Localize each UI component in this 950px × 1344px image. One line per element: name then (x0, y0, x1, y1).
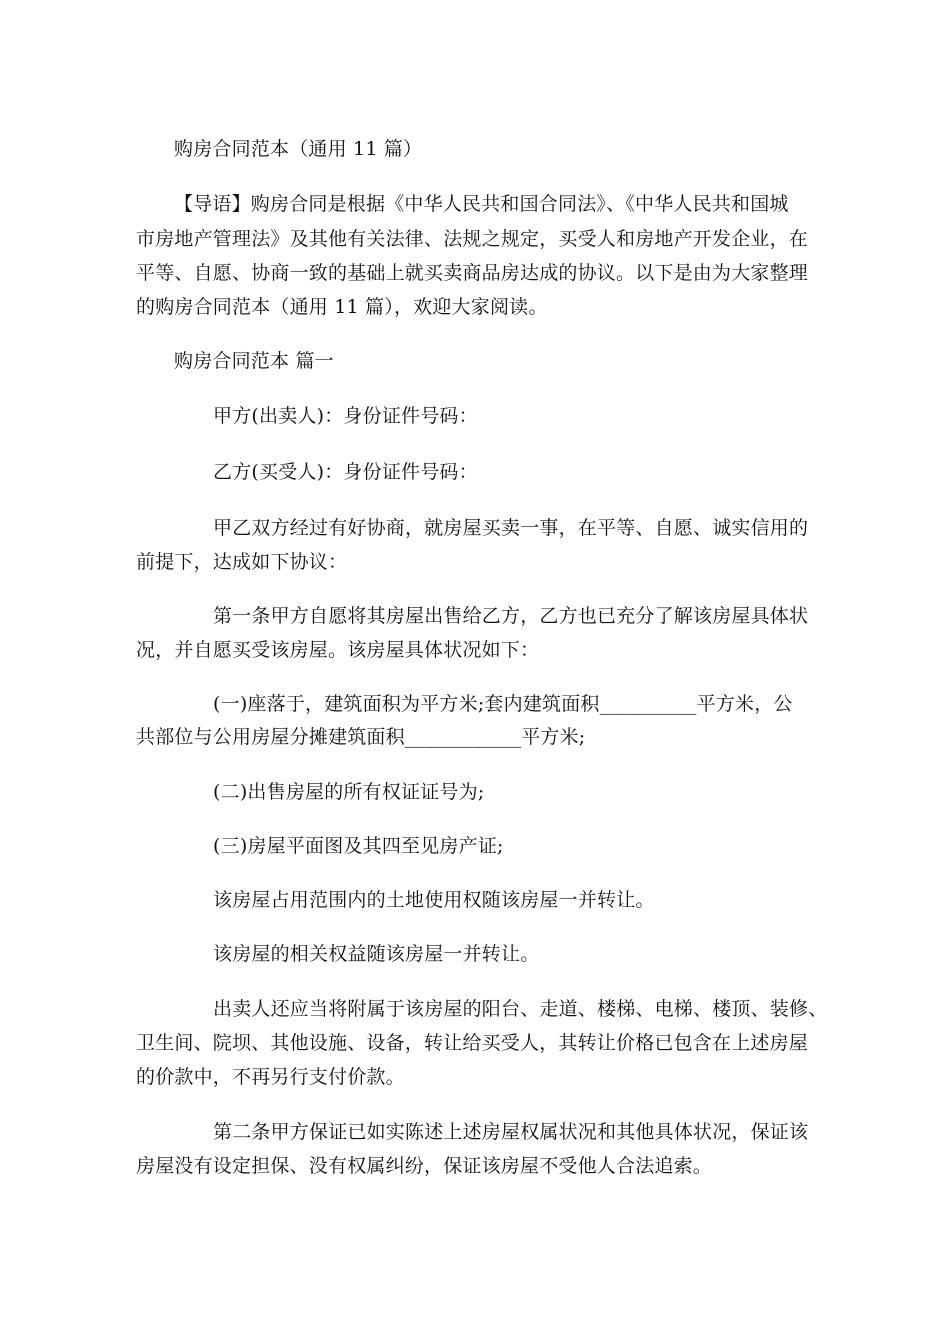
document-title: 购房合同范本（通用 11 篇） (174, 138, 423, 160)
agreement-line: 前提下，达成如下协议： (136, 551, 348, 573)
attached-facilities-line: 出卖人还应当将附属于该房屋的阳台、走道、楼梯、电梯、楼顶、装修、 (213, 998, 828, 1020)
item-two-line: (二)出售房屋的所有权证证号为; (213, 781, 485, 803)
attached-facilities-line: 的价款中，不再另行支付价款。 (136, 1066, 405, 1088)
item-one-line: 共部位与公用房屋分摊建筑面积____________平方米; (136, 726, 586, 748)
land-use-line: 该房屋占用范围内的土地使用权随该房屋一并转让。 (213, 889, 655, 911)
article-one-line: 第一条甲方自愿将其房屋出售给乙方，乙方也已充分了解该房屋具体状 (213, 605, 809, 627)
rights-line: 该房屋的相关权益随该房屋一并转让。 (213, 943, 540, 965)
item-one-line: (一)座落于，建筑面积为平方米;套内建筑面积__________平方米，公 (213, 693, 793, 715)
intro-line: 平等、自愿、协商一致的基础上就买卖商品房达成的协议。以下是由为大家整理 (136, 262, 809, 284)
attached-facilities-line: 卫生间、院坝、其他设施、设备，转让给买受人，其转让价格已包含在上述房屋 (136, 1032, 809, 1054)
article-two-line: 第二条甲方保证已如实陈述上述房屋权属状况和其他具体状况，保证该 (213, 1121, 809, 1143)
article-two-line: 房屋没有设定担保、没有权属纠纷，保证该房屋不受他人合法追索。 (136, 1155, 713, 1177)
intro-line: 的购房合同范本（通用 11 篇），欢迎大家阅读。 (136, 296, 548, 318)
party-b-line: 乙方(买受人)：身份证件号码： (213, 461, 478, 483)
agreement-line: 甲乙双方经过有好协商，就房屋买卖一事，在平等、自愿、诚实信用的 (213, 517, 809, 539)
intro-line: 【导语】购房合同是根据《中华人民共和国合同法》、《中华人民共和国城 (174, 193, 789, 215)
article-one-line: 况，并自愿买受该房屋。该房屋具体状况如下： (136, 639, 540, 661)
party-a-line: 甲方(出卖人)：身份证件号码： (213, 405, 478, 427)
intro-line: 市房地产管理法》及其他有关法律、法规之规定，买受人和房地产开发企业，在 (136, 228, 809, 250)
section-title: 购房合同范本 篇一 (174, 350, 334, 372)
item-three-line: (三)房屋平面图及其四至见房产证; (213, 835, 504, 857)
